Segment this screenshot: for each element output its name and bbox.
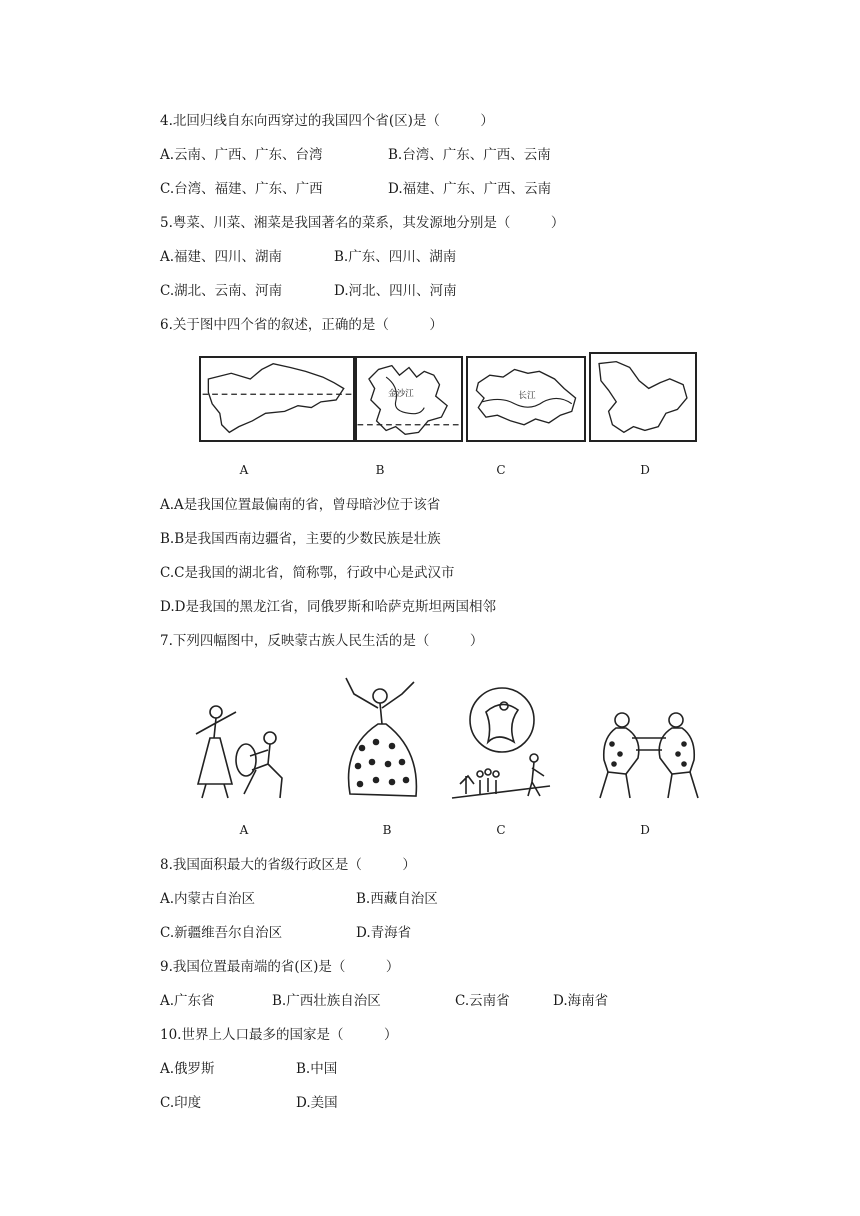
province-outline-b <box>357 358 461 440</box>
q9-option-c: C.云南省 <box>455 993 510 1009</box>
q5-option-b: B.广东、四川、湖南 <box>334 249 457 265</box>
ethnic-wrestling-illustration-d <box>586 708 712 804</box>
province-outline-c <box>468 358 584 440</box>
q10-option-d: D.美国 <box>296 1095 338 1111</box>
ethnic-dance-illustration-a <box>186 698 296 804</box>
q8-option-a: A.内蒙古自治区 <box>160 891 256 907</box>
q6-option-b: B.B是我国西南边疆省，主要的少数民族是壮族 <box>160 531 441 547</box>
q6-option-c: C.C是我国的湖北省，简称鄂，行政中心是武汉市 <box>160 565 455 581</box>
figure-caption-b: B <box>382 823 392 837</box>
q10-option-c: C.印度 <box>160 1095 202 1111</box>
ethnic-dance-illustration-b <box>332 668 432 804</box>
province-map-d <box>589 352 697 442</box>
figure-caption-c: C <box>496 823 506 837</box>
q9-stem: 9.我国位置最南端的省(区)是（ ） <box>160 959 400 975</box>
q8-option-b: B.西藏自治区 <box>356 891 438 907</box>
q5-option-d: D.河北、四川、河南 <box>334 283 457 299</box>
province-map-b <box>355 356 463 442</box>
q4-stem: 4.北回归线自东向西穿过的我国四个省(区)是（ ） <box>160 113 494 129</box>
q4-option-b: B.台湾、广东、广西、云南 <box>388 147 551 163</box>
q6-option-d: D.D是我国的黑龙江省，同俄罗斯和哈萨克斯坦两国相邻 <box>160 599 496 615</box>
map-caption-a: A <box>239 463 249 477</box>
q9-option-a: A.广东省 <box>160 993 215 1009</box>
q4-option-c: C.台湾、福建、广东、广西 <box>160 181 323 197</box>
q5-option-c: C.湖北、云南、河南 <box>160 283 283 299</box>
q4-option-a: A.云南、广西、广东、台湾 <box>160 147 323 163</box>
q8-option-d: D.青海省 <box>356 925 412 941</box>
map-caption-b: B <box>375 463 385 477</box>
q7-stem: 7.下列四幅图中，反映蒙古族人民生活的是（ ） <box>160 633 484 649</box>
q10-option-b: B.中国 <box>296 1061 338 1077</box>
map-caption-c: C <box>496 463 506 477</box>
q10-stem: 10.世界上人口最多的国家是（ ） <box>160 1027 398 1043</box>
q4-option-d: D.福建、广东、广西、云南 <box>388 181 552 197</box>
q5-stem: 5.粤菜、川菜、湘菜是我国著名的菜系，其发源地分别是（ ） <box>160 215 565 231</box>
q5-option-a: A.福建、四川、湖南 <box>160 249 283 265</box>
yangtze-river-label: 长江 <box>518 391 536 402</box>
province-map-a <box>199 356 355 442</box>
province-outline-d <box>591 354 695 440</box>
map-caption-d: D <box>640 463 650 477</box>
figure-caption-d: D <box>640 823 650 837</box>
province-outline-a <box>201 358 353 440</box>
q10-option-a: A.俄罗斯 <box>160 1061 215 1077</box>
q8-stem: 8.我国面积最大的省级行政区是（ ） <box>160 857 416 873</box>
q9-option-b: B.广西壮族自治区 <box>272 993 381 1009</box>
province-map-c <box>466 356 586 442</box>
q8-option-c: C.新疆维吾尔自治区 <box>160 925 283 941</box>
figure-caption-a: A <box>239 823 249 837</box>
q6-stem: 6.关于图中四个省的叙述，正确的是（ ） <box>160 317 443 333</box>
q6-option-a: A.A是我国位置最偏南的省，曾母暗沙位于该省 <box>160 497 441 513</box>
jinsha-river-label: 金沙江 <box>388 389 414 400</box>
ethnic-festival-illustration-c <box>446 684 562 804</box>
q9-option-d: D.海南省 <box>553 993 609 1009</box>
